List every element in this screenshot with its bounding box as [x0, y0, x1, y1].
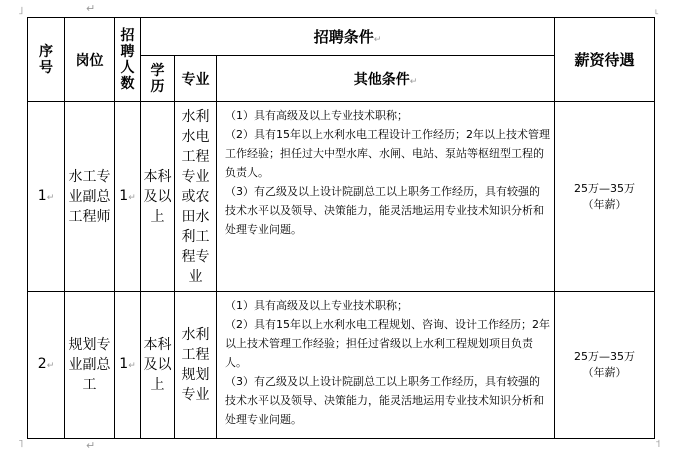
corner-mark-top-right: ˪ — [655, 4, 659, 17]
position-value: 水工专业副总工程师 — [68, 168, 111, 225]
condition-item: （2）具有15年以上水利水电工程设计工作经历；2年以上技术管理工作经验；担任过大中型水库、水闸、电站、泵站等枢纽型工程的负责人。 — [225, 128, 550, 179]
header-cell: 招聘条件↵ — [141, 18, 555, 56]
header-education: 学历 — [150, 62, 165, 95]
seq-value: 1 — [37, 187, 47, 204]
salary-amount: 25万—35万 — [574, 350, 636, 363]
major-cell — [175, 102, 217, 292]
header-seq: 序号 — [39, 43, 53, 76]
header-cell — [555, 18, 655, 102]
header-other: 其他条件 — [353, 72, 410, 88]
count-cell: 1↵ — [115, 292, 141, 439]
paragraph-mark: ↵ — [86, 439, 96, 452]
header-cell — [115, 18, 141, 102]
count-cell: 1↵ — [115, 102, 141, 292]
header-position: 岗位 — [75, 53, 104, 69]
table-row — [28, 102, 655, 292]
position-cell — [65, 102, 115, 292]
condition-item: （2）具有15年以上水利水电工程规划、咨询、设计工作经历；2年以上技术管理工作经验；担任过省级以上水利工程规划项目负责人。 — [225, 318, 550, 369]
education-value: 本科及以上 — [143, 337, 172, 393]
header-salary: 薪资待遇 — [574, 51, 635, 69]
header-cell — [28, 18, 65, 102]
education-cell — [141, 102, 175, 292]
conditions-cell — [217, 292, 555, 439]
major-cell — [175, 292, 217, 439]
header-cell — [65, 18, 115, 102]
education-cell — [141, 292, 175, 439]
corner-mark-bottom-right: ˦ — [655, 437, 661, 450]
position-value: 规划专业副总工 — [68, 337, 111, 393]
salary-note: （年薪） — [582, 197, 627, 211]
major-value: 水利水电工程专业或农田水利工程专业 — [181, 108, 210, 285]
conditions-cell — [217, 102, 555, 292]
header-major: 专业 — [181, 72, 210, 88]
corner-mark-top-left: ˩ — [18, 4, 24, 17]
salary-amount: 25万—35万 — [574, 181, 636, 195]
header-cell — [141, 56, 175, 102]
salary-cell — [555, 292, 655, 439]
header-conditions: 招聘条件 — [313, 28, 374, 46]
count-value: 1 — [119, 187, 129, 204]
count-value: 1 — [119, 356, 129, 372]
header-cell — [175, 56, 217, 102]
seq-value: 2 — [37, 356, 47, 372]
salary-note: （年薪） — [582, 366, 627, 379]
header-row-1 — [28, 18, 655, 56]
table-row — [28, 292, 655, 439]
position-cell — [65, 292, 115, 439]
recruitment-table — [27, 17, 655, 439]
education-value: 本科及以上 — [143, 168, 172, 225]
corner-mark-bottom-left: ˥ — [18, 437, 24, 450]
condition-item: （3）有乙级及以上设计院副总工以上职务工作经历，具有较强的技术水平以及领导、决策能力，能灵活地运用专业技术知识分析和处理专业问题。 — [225, 375, 544, 426]
seq-cell: 1↵ — [28, 102, 65, 292]
header-count: 招聘人数 — [120, 27, 135, 92]
condition-item: （3）有乙级及以上设计院副总工以上职务工作经历，具有较强的技术水平以及领导、决策能力，能灵活地运用专业技术知识分析和处理专业问题。 — [225, 185, 544, 236]
major-value: 水利工程规划专业 — [181, 327, 210, 403]
condition-item: （1）具有高级及以上专业技术职称； — [225, 109, 408, 122]
header-cell: 其他条件↵ — [217, 56, 555, 102]
seq-cell: 2↵ — [28, 292, 65, 439]
paragraph-mark: ↵ — [86, 2, 96, 15]
salary-cell — [555, 102, 655, 292]
condition-item: （1）具有高级及以上专业技术职称； — [225, 299, 408, 312]
